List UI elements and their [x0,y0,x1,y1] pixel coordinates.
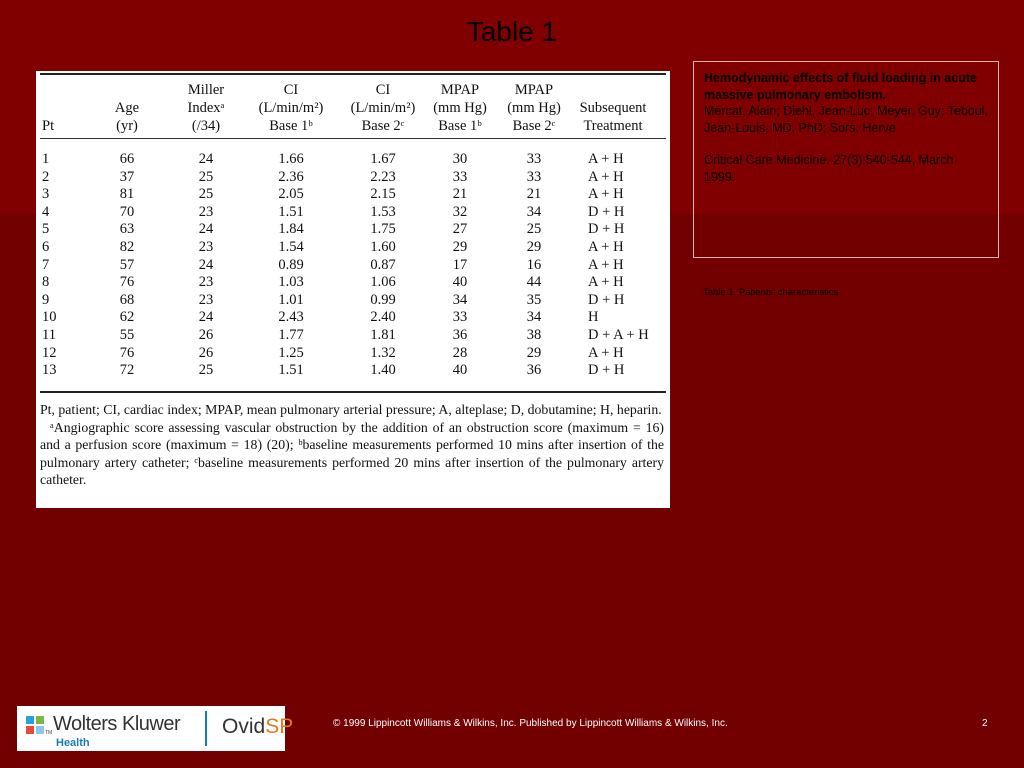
logo-separator [205,711,207,746]
cell-age: 76 [119,274,135,291]
table-footnotes [40,401,664,489]
cell-ci-base1: 2.43 [278,309,304,326]
table-row [36,221,670,239]
cell-pt: 13 [42,362,57,379]
cell-miller-index: 25 [198,186,214,203]
table-row [36,274,670,292]
cell-mpap-base2: 38 [526,326,542,343]
cell-ci-base2: 2.40 [370,309,396,326]
cell-treatment: A + H [588,238,624,255]
cell-mpap-base2: 25 [526,221,542,238]
cell-mpap-base1: 27 [452,221,468,238]
cell-mpap-base1: 33 [452,309,468,326]
cell-treatment: D + A + H [588,326,649,343]
cell-mpap-base2: 36 [526,362,542,379]
cell-pt: 1 [42,151,50,167]
table-row [36,257,670,275]
cell-ci-base1: 1.51 [278,203,304,220]
cell-ci-base2: 1.60 [370,238,396,255]
cell-pt: 12 [42,344,57,361]
cell-ci-base2: 2.15 [370,186,396,203]
cell-treatment: A + H [588,168,624,185]
table-body [36,151,670,380]
cell-miller-index: 25 [198,168,214,185]
table-row [36,204,670,222]
cell-ci-base1: 2.36 [278,168,304,185]
cell-mpap-base1: 40 [452,362,468,379]
cell-ci-base1: 1.03 [278,274,304,291]
cell-treatment: D + H [588,291,625,308]
page-number: 2 [982,718,988,729]
logo-division: Health [56,737,90,749]
cell-miller-index: 23 [198,203,214,220]
cell-ci-base1: 1.84 [278,221,304,238]
cell-mpap-base2: 29 [526,238,542,255]
cell-ci-base1: 1.77 [278,326,304,343]
cell-mpap-base2: 35 [526,291,542,308]
header-ci-base2: CI (L/min/m²) Base 2ᶜ [350,82,416,134]
logo-product-prefix: Ovid [222,715,266,738]
cell-ci-base1: 1.51 [278,362,304,379]
cell-mpap-base2: 33 [526,168,542,185]
cell-ci-base2: 1.06 [370,274,396,291]
citation-box [693,61,999,258]
cell-treatment: D + H [588,221,625,238]
cell-miller-index: 24 [198,309,214,326]
header-mpap-base2: MPAP (mm Hg) Base 2ᶜ [507,82,561,134]
table-row [36,186,670,204]
cell-miller-index: 24 [198,221,214,238]
article-authors: Mercat, Alain; Diehl, Jean-Luc; Meyer, Guy; Teboul, Jean-Louis, MD, PhD; Sors, Herve [704,104,988,135]
cell-pt: 5 [42,221,50,238]
table-row [36,151,670,169]
copyright-notice: © 1999 Lippincott Williams & Wilkins, Inc. Published by Lippincott Williams & Wilkins, Inc. [333,718,728,729]
cell-mpap-base1: 28 [452,344,468,361]
cell-ci-base1: 1.01 [278,291,304,308]
cell-pt: 6 [42,238,50,255]
cell-miller-index: 26 [198,344,214,361]
cell-mpap-base1: 32 [452,203,468,220]
cell-age: 76 [119,344,135,361]
cell-mpap-base1: 40 [452,274,468,291]
cell-pt: 11 [42,326,56,343]
footnote-details: ᵃAngiographic score assessing vascular obstruction by the addition of an obstruction score (maximum = 16) and a perfusion score (maximum = 18) (20); ᵇbaseline measurements performed 10 mins after insertion of the pulmonary artery catheter; ᶜbaseline measurements performed 20 mins after insertion of the pulmonary artery catheter. [40,419,664,488]
cell-mpap-base1: 29 [452,238,468,255]
cell-ci-base2: 1.67 [370,151,396,167]
cell-age: 72 [119,362,135,379]
cell-miller-index: 24 [198,256,214,273]
cell-treatment: A + H [588,151,624,167]
cell-treatment: D + H [588,203,625,220]
cell-treatment: A + H [588,256,624,273]
cell-ci-base1: 1.54 [278,238,304,255]
cell-pt: 9 [42,291,50,308]
header-age: Age (yr) [114,100,140,134]
cell-treatment: H [588,309,599,326]
cell-miller-index: 25 [198,362,214,379]
cell-mpap-base2: 16 [526,256,542,273]
cell-miller-index: 23 [198,274,214,291]
cell-mpap-base1: 34 [452,291,468,308]
cell-ci-base1: 1.25 [278,344,304,361]
header-mpap-base1: MPAP (mm Hg) Base 1ᵇ [433,82,487,134]
article-journal: Critical Care Medicine. 27(3):540-544, March 1999. [704,153,954,184]
cell-treatment: A + H [588,186,624,203]
cell-ci-base2: 1.32 [370,344,396,361]
cell-mpap-base1: 21 [452,186,468,203]
table-row [36,345,670,363]
cell-mpap-base2: 44 [526,274,542,291]
cell-mpap-base1: 36 [452,326,468,343]
cell-miller-index: 26 [198,326,214,343]
cell-age: 63 [119,221,135,238]
table-row [36,169,670,187]
cell-age: 55 [119,326,135,343]
cell-ci-base2: 0.87 [370,256,396,273]
cell-age: 70 [119,203,135,220]
cell-ci-base1: 2.05 [278,186,304,203]
cell-mpap-base2: 34 [526,309,542,326]
table-top-rule [40,73,666,75]
logo-trademark: TM [45,730,53,736]
cell-ci-base2: 2.23 [370,168,396,185]
slide-title: Table 1 [466,16,558,47]
cell-mpap-base1: 17 [452,256,468,273]
cell-treatment: A + H [588,274,624,291]
logo-product-suffix: SP [265,715,294,738]
article-title: Hemodynamic effects of fluid loading in acute massive pulmonary embolism. [704,71,977,102]
cell-age: 62 [119,309,135,326]
patient-table-image [36,71,670,508]
cell-ci-base2: 1.40 [370,362,396,379]
table-row [36,309,670,327]
cell-mpap-base2: 33 [526,151,542,167]
table-row [36,327,670,345]
table-row [36,239,670,257]
header-pt: Pt [42,118,55,134]
cell-mpap-base2: 34 [526,203,542,220]
cell-pt: 7 [42,256,50,273]
cell-treatment: A + H [588,344,624,361]
cell-age: 68 [119,291,135,308]
cell-treatment: D + H [588,362,625,379]
wolters-kluwer-ovid-logo [17,706,294,751]
logo-company-name: Wolters Kluwer [53,713,181,735]
table-caption: Table 1. Patients' characteristics [703,287,839,298]
cell-ci-base2: 1.75 [370,221,396,238]
cell-age: 81 [119,186,135,203]
table-header-rule [40,138,666,139]
cell-pt: 10 [42,309,57,326]
table-bottom-rule [40,391,666,393]
header-miller-index: Miller Indexᵃ (/34) [187,82,225,134]
cell-age: 66 [119,151,135,167]
cell-age: 82 [119,238,135,255]
cell-ci-base2: 1.53 [370,203,396,220]
cell-ci-base1: 1.66 [278,151,304,167]
cell-mpap-base2: 29 [526,344,542,361]
cell-ci-base2: 1.81 [370,326,396,343]
cell-miller-index: 23 [198,238,214,255]
logo-product [222,715,293,739]
cell-mpap-base1: 30 [452,151,468,167]
cell-pt: 2 [42,168,50,185]
cell-pt: 8 [42,274,50,291]
cell-pt: 3 [42,186,50,203]
cell-age: 57 [119,256,135,273]
cell-miller-index: 24 [198,151,214,167]
footnote-abbreviations: Pt, patient; CI, cardiac index; MPAP, mean pulmonary arterial pressure; A, alteplase; D, dobutamine; H, heparin. [40,402,662,417]
cell-mpap-base1: 33 [452,168,468,185]
table-row [36,292,670,310]
cell-age: 37 [119,168,135,185]
header-ci-base1: CI (L/min/m²) Base 1ᵇ [258,82,324,134]
cell-ci-base1: 0.89 [278,256,304,273]
cell-pt: 4 [42,203,50,220]
cell-miller-index: 23 [198,291,214,308]
header-treatment: Subsequent Treatment [579,100,647,134]
cell-mpap-base2: 21 [526,186,542,203]
table-row [36,362,670,380]
cell-ci-base2: 0.99 [370,291,396,308]
